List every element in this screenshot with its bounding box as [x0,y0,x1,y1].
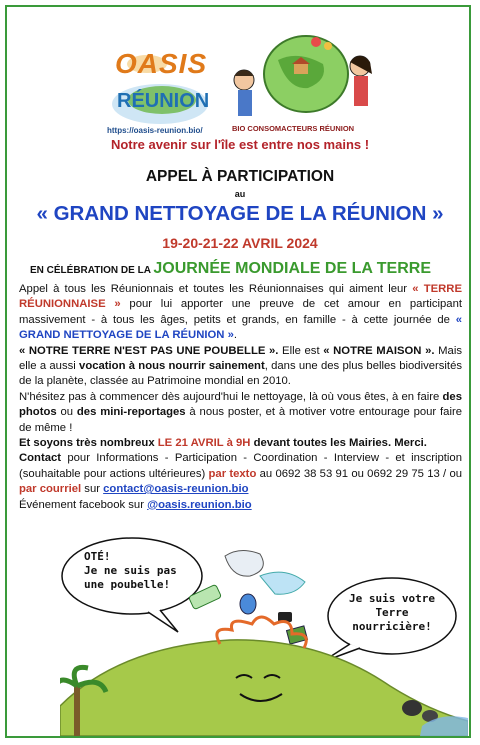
p5-courriel: par courriel [19,483,82,496]
p5-phones: au 0692 38 53 91 ou 0692 29 75 13 / ou [256,467,463,480]
p1-terre: « TERRE RÉUNIONNAISE » [19,283,462,311]
p3-ou: ou [56,406,77,419]
bubble-right-line2: Terre [375,606,409,619]
bubble-left-line2: Je ne suis pas [84,564,177,577]
bubble-left [84,550,177,592]
p2-text2: Mais elle a aussi [19,344,462,373]
call-heading: APPEL À PARTICIPATION [145,168,335,185]
p1-text: Appel à tous les Réunionnais et toutes les Réunionnaises qui aiment leur [19,283,413,295]
p2-vocation: vocation à nous nourrir sainement [79,360,265,373]
bubble-right-line1: Je suis votre [348,592,436,605]
p2-maison: « NOTRE MAISON ». [323,344,435,357]
paragraph-6 [19,498,462,513]
p1-end: . [233,329,238,342]
paragraph-1 [19,282,462,344]
p4-text: Et soyons très nombreux [19,437,158,450]
p6-text: Événement facebook sur [19,498,148,511]
celebration-prefix: EN CÉLÉBRATION DE LA [30,265,154,276]
bubble-left-line1: OTÉ! [84,550,111,563]
bubble-left-line3: une poubelle! [84,578,171,591]
p2-slogan: « NOTRE TERRE N'EST PAS UNE POUBELLE ». [19,344,279,357]
p2-text3: , dans une des plus belles biodiversités de la planète, classée au Patrimoine mondial en 2010. [19,360,462,388]
bio-consomacteurs-logo [228,30,378,134]
p5-texto: par texto [208,467,257,480]
bubble-right-line3: nourricière! [352,620,432,633]
celebration-line [30,260,431,278]
p3-photos: des photos [19,390,462,419]
contact-email-link[interactable]: contact@oasis-reunion.bio [103,483,249,496]
p1-text2: pour lui apporter une preuve de cet amour en participant massivement - à tous les âges, petits et grands, en famille - à cette journée de [19,298,463,326]
p3-text2: à nous poster, et à motiver votre entourage pour faire de même ! [19,406,462,434]
facebook-link[interactable]: @oasis.reunion.bio [147,498,252,511]
earth-illustration [60,536,468,736]
paragraph-2 [19,344,462,390]
p5-text: pour Informations - Participation - Coordination - Interview - et inscription (souhaitable pour actions ultérieures) [19,452,462,480]
paragraph-4 [19,436,462,451]
paragraph-5 [19,451,462,497]
p3-text: N'hésitez pas à commencer dès aujourd'hui le nettoyage, là où vous êtes, à en faire [19,390,443,403]
logo-word-oasis: OASIS [115,48,208,79]
oasis-reunion-logo [107,38,213,136]
bio-logo-caption: BIO CONSOMACTEURS RÉUNION [232,124,355,133]
earth-day-highlight: JOURNÉE MONDIALE DE LA TERRE [153,260,431,277]
call-au: au [234,189,246,199]
p5-sur: sur [81,483,104,496]
p2-text: Elle est [278,344,324,357]
logo-word-reunion: RÉUNION [117,90,210,112]
p5-contact: Contact [19,452,62,465]
p3-reportages: des mini-reportages [76,406,186,419]
p1-event: « GRAND NETTOYAGE DE LA RÉUNION » [19,313,462,342]
p4-text2: devant toutes les Mairies. Merci. [250,437,427,450]
p4-date: LE 21 AVRIL à 9H [157,437,251,450]
paragraph-3 [19,390,462,436]
slogan: Notre avenir sur l'île est entre nos mains ! [110,137,370,152]
bubble-right [342,592,442,634]
event-dates: 19-20-21-22 AVRIL 2024 [162,235,318,251]
event-title: « GRAND NETTOYAGE DE LA RÉUNION » [36,202,444,225]
body-text [19,282,462,513]
earth-kids-illustration-icon [228,30,378,124]
logo-url[interactable]: https://oasis-reunion.bio/ [107,126,203,135]
